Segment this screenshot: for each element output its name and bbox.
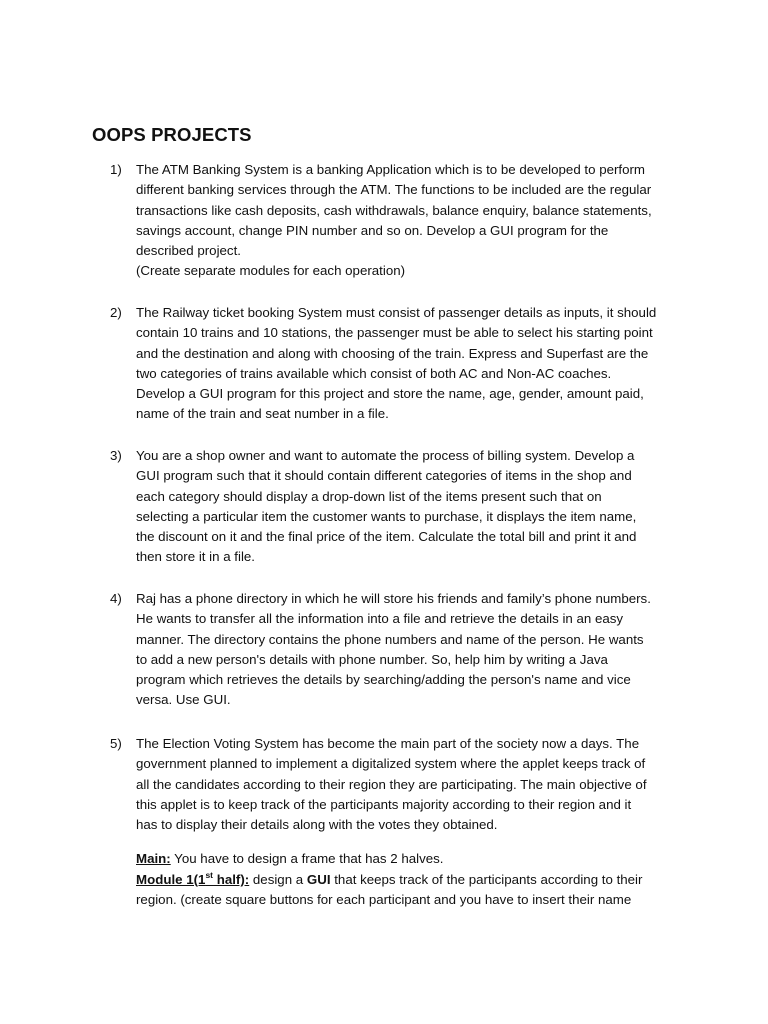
list-item-number: 5)	[110, 736, 122, 751]
paragraph-gap	[136, 835, 688, 849]
text-line: region. (create square buttons for each participant and you have to insert their name	[136, 892, 632, 908]
module-label-start: Module 1(1	[136, 871, 206, 887]
list-item-body	[136, 446, 688, 568]
list-item-number: 3)	[110, 448, 122, 463]
text-line: program which retrieves the details by searching/adding the person's name and vice	[136, 672, 631, 688]
text-line: contain 10 trains and 10 stations, the passenger must be able to select his starting point	[136, 325, 653, 341]
list-item-number: 4)	[110, 591, 122, 606]
list-item-body	[136, 160, 688, 282]
text-line: transactions like cash deposits, cash withdrawals, balance enquiry, balance statements,	[136, 202, 652, 218]
text-line: Develop a GUI program for this project and store the name, age, gender, amount paid,	[136, 386, 644, 402]
text-line: The ATM Banking System is a banking Application which is to be developed to perform	[136, 162, 646, 177]
list-item-body	[136, 734, 688, 910]
text-line: and the destination and along with choosing of the train. Express and Superfast are the	[136, 345, 649, 361]
text-line: the discount on it and the final price of the item. Calculate the total bill and print it and	[136, 529, 637, 545]
main-line	[136, 849, 688, 869]
text-line: name of the train and seat number in a file.	[136, 406, 389, 422]
list-item-body	[136, 589, 688, 711]
module-label-superscript: st	[205, 869, 214, 880]
list-item-number: 1)	[110, 162, 122, 177]
module-text-2: that keeps track of the participants according to their	[330, 871, 643, 887]
text-line: selecting a particular item the customer wants to purchase, it displays the item name,	[136, 508, 637, 524]
text-line: (Create separate modules for each operation)	[136, 263, 406, 279]
text-line: two categories of trains available which consist of both AC and Non-AC coaches.	[136, 365, 612, 381]
text-line: each category should display a drop-down list of the items present such that on	[136, 488, 602, 504]
text-line: He wants to transfer all the information into a file and retrieve the details in an easy	[136, 611, 624, 627]
main-label: Main:	[136, 851, 171, 867]
text-line: government planned to implement a digitalized system where the applet keeps track of	[136, 756, 646, 772]
text-line: this applet is to keep track of the participants majority according to their region and it	[136, 796, 632, 812]
text-line: The Railway ticket booking System must consist of passenger details as inputs, it should	[136, 305, 657, 320]
text-line: different banking services through the ATM. The functions to be included are the regular	[136, 182, 652, 198]
text-line: Raj has a phone directory in which he will store his friends and family’s phone numbers.	[136, 591, 651, 606]
text-line: The Election Voting System has become the main part of the society now a days. The	[136, 736, 640, 751]
text-line: manner. The directory contains the phone numbers and name of the person. He wants	[136, 631, 644, 647]
list-item-number: 2)	[110, 305, 122, 320]
text-line: You are a shop owner and want to automate the process of billing system. Develop a	[136, 448, 635, 463]
text-line: GUI program such that it should contain different categories of items in the shop and	[136, 468, 632, 484]
text-line: versa. Use GUI.	[136, 692, 231, 708]
module-line	[136, 870, 688, 890]
module-label-end: half):	[213, 871, 250, 887]
text-line: all the candidates according to their region they are participating. The main objective of	[136, 776, 647, 792]
text-line: described project.	[136, 243, 241, 259]
module-text-bold: GUI	[306, 871, 331, 887]
text-line: to add a new person's details with phone number. So, help him by writing a Java	[136, 651, 608, 667]
text-line: then store it in a file.	[136, 549, 255, 565]
text-line: savings account, change PIN number and so on. Develop a GUI program for the	[136, 222, 609, 238]
text-line: has to display their details along with the votes they obtained.	[136, 817, 498, 833]
document-title: OOPS PROJECTS	[92, 124, 252, 145]
module-label	[136, 869, 250, 887]
list-item-body	[136, 303, 688, 425]
module-text-1: design a	[249, 871, 307, 887]
main-text: You have to design a frame that has 2 halves.	[170, 851, 444, 867]
